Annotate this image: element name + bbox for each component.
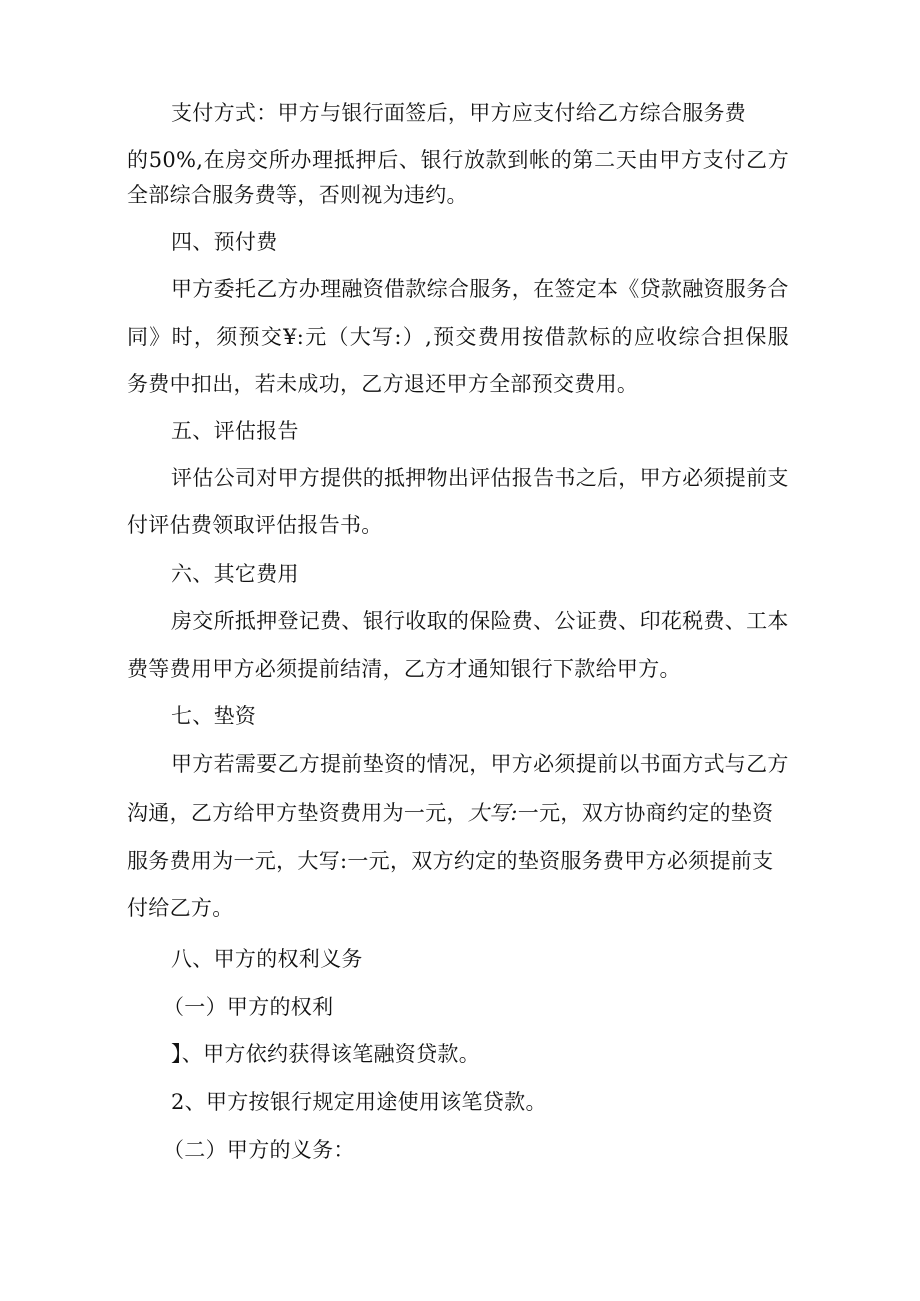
paragraph-other-fees-line-2: 费等费用甲方必须提前结清，乙方才通知银行下款给甲方。 — [127, 657, 681, 681]
section-heading-advance-funding: 七、垫资 — [171, 704, 257, 728]
paragraph-advance-line-4: 付给乙方。 — [127, 896, 234, 920]
section-heading-party-a-rights-obligations: 八、甲方的权利义务 — [171, 947, 363, 971]
section-heading-appraisal-report: 五、评估报告 — [171, 419, 299, 443]
paragraph-advance-line-1: 甲方若需要乙方提前垫资的情况，甲方必须提前以书面方式与乙方 — [171, 752, 789, 776]
subheading-party-a-obligations: （二）甲方的义务： — [163, 1138, 355, 1162]
list-item-right-1: 】、甲方依约获得该笔融资贷款。 — [171, 1042, 480, 1066]
list-item-right-2: 2、甲方按银行规定用途使用该笔贷款。 — [171, 1090, 547, 1114]
advance-line-2-italic: 大写: — [467, 801, 518, 825]
paragraph-appraisal-line-2: 付评估费领取评估报告书。 — [127, 513, 383, 537]
section-heading-other-fees: 六、其它费用 — [171, 562, 299, 586]
paragraph-prepayment-line-3: 务费中扣出，若未成功，乙方退还甲方全部预交费用。 — [127, 372, 639, 396]
paragraph-payment-method-line-1: 支付方式：甲方与银行面签后，甲方应支付给乙方综合服务费 — [171, 101, 747, 125]
advance-line-2-part-1: 沟通，乙方给甲方垫资费用为一元， — [127, 801, 468, 825]
advance-line-2-part-2: 一元，双方协商约定的垫资 — [517, 801, 774, 825]
subheading-party-a-rights: （一）甲方的权利 — [163, 995, 334, 1019]
section-heading-prepayment: 四、预付费 — [171, 230, 278, 254]
paragraph-appraisal-line-1: 评估公司对甲方提供的抵押物出评估报告书之后，甲方必须提前支 — [171, 466, 789, 490]
paragraph-payment-method-line-3: 全部综合服务费等，否则视为违约。 — [127, 183, 468, 207]
paragraph-other-fees-line-1: 房交所抵押登记费、银行收取的保险费、公证费、印花税费、工本 — [171, 609, 789, 633]
paragraph-advance-line-3: 服务费用为一元，大写:一元，双方约定的垫资服务费甲方必须提前支 — [127, 849, 774, 873]
paragraph-advance-line-2 — [127, 798, 773, 828]
paragraph-prepayment-line-1: 甲方委托乙方办理融资借款综合服务，在签定本《贷款融资服务合 — [171, 277, 789, 301]
paragraph-payment-method-line-2: 的50%,在房交所办理抵押后、银行放款到帐的第二天由甲方支付乙方 — [127, 148, 789, 172]
paragraph-prepayment-line-2: 同》时，须预交¥:元（大写:）,预交费用按借款标的应收综合担保服 — [127, 325, 789, 349]
